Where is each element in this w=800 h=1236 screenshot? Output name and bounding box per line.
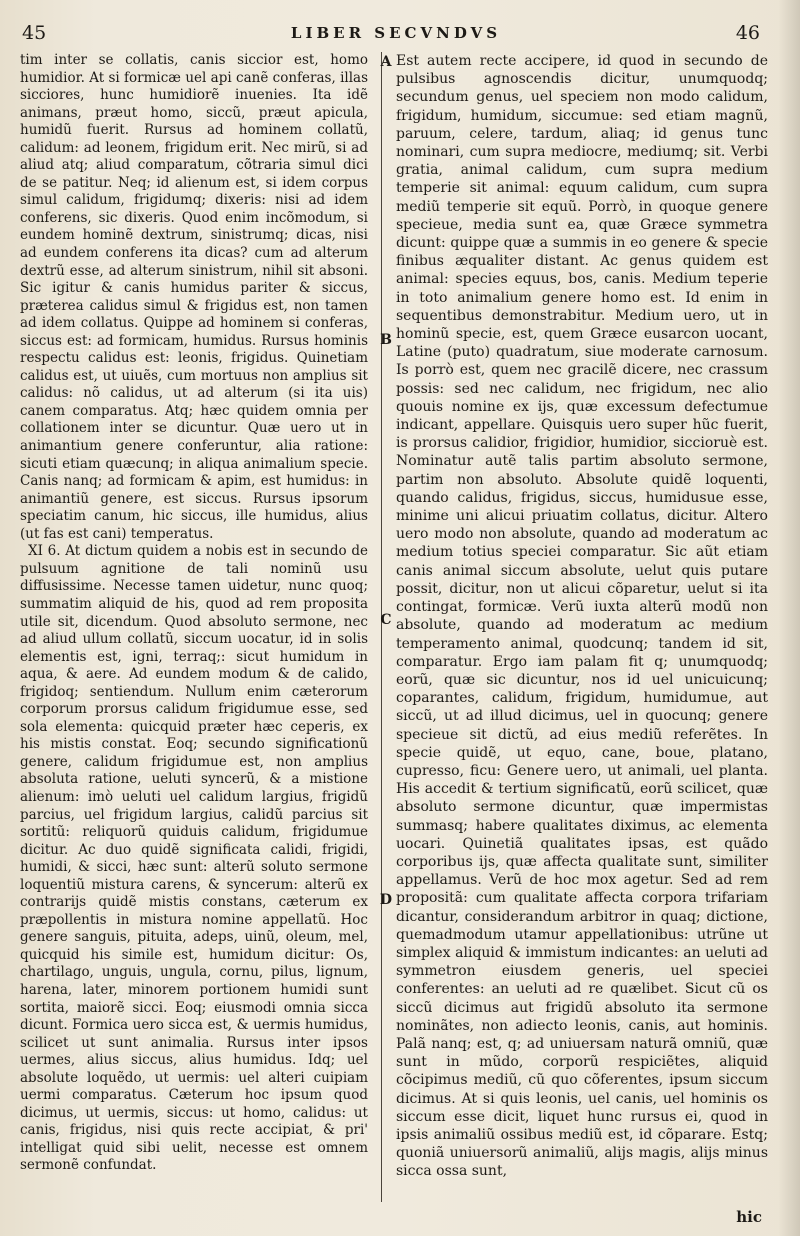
catchword: hic	[736, 1208, 762, 1226]
left-paragraph-2: XI 6. At dictum quidem a nobis est in secundo de pulsuum agnitione de tali nominũ usu diffusissime. Necesse tamen uidetur, nunc quoq; summatim aliquid de his, quod ad rem proposita utile sit, dicendum. Quod absoluto sermone, nec ad aliud ullum collatũ, siccum uocatur, id in solis elementis est, igni, terraq;: sicut humidum in aqua, & aere. Ad eundem modum & de calido, frigidoq; sentiendum. Nullum enim cæterorum corporum prorsus calidum frigidumue esse, sed sola elementa: quicquid præter hæc ceperis, ex his mistis constat. Eoq; secundo significationũ genere, calidum frigidumue est, non amplius absoluta ratione, ueluti syncerũ, & a mistione alienum: imò ueluti uel calidum largius, frigidũ parcius, uel frigidum largius, calidũ parcius sit sortitũ: reliquorũ quiduis calidum, frigidumue dicitur. Ac duo quidẽ significata calidi, frigidi, humidi, & sicci, hæc sunt: alterũ soluto sermone loquentiũ mistura carens, & syncerum: alterũ ex contrarijs quidẽ mistis constans, cæterum ex præpollentis in mistura nomine appellatũ. Hoc genere sanguis, pituita, adeps, uinũ, oleum, mel, quicquid his simile est, humidum dicitur: Os, chartilago, unguis, ungula, cornu, pilus, lignum, harena, later, minorem portionem humidi sunt sortita, maiorẽ sicci. Eoq; eiusmodi omnia sicca dicunt. Formica uero sicca est, & uermis humidus, scilicet ut sunt animalia. Rursus inter ipsos uermes, alius siccus, alius humidus. Idq; uel absolute loquẽdo, ut uermis: uel alteri cuipiam uermi comparatus. Cæterum hoc ipsum quod dicimus, ut uermis, siccus: ut homo, calidus: ut canis, frigidus, nisi quis recte accipiat, & pri' intelligat quid sibi uelit, necesse est omnem sermonẽ confundat.	[20, 543, 368, 1174]
left-paragraph-1: tim inter se collatis, canis siccior est, homo humidior. At si formicæ uel api canẽ conferas, illas sicciores, hunc humidiorẽ inuenies. Ita idẽ animans, præut homo, siccũ, præut apicula, humidũ fuerit. Rursus ad hominem collatũ, calidum: ad leonem, frigidum erit. Nec mirũ, si ad aliud atq; aliud comparatum, cõtraria simul dici de se patitur. Neq; id alienum est, si idem corpus simul calidum, frigidumq; dixeris: nisi ad idem conferens, sic dixeris. Quod enim incõmodum, si eundem hominẽ dextrum, sinistrumq; dicas, nisi ad eundem conferens ita dicas? cum ad alterum dextrũ esse, ad alterum sinistrum, nihil sit absoni. Sic igitur & canis humidus pariter & siccus, præterea calidus simul & frigidus est, non tamen ad idem collatus. Quippe ad hominem si conferas, siccus est: ad formicam, humidus. Rursus hominis respectu calidus est: leonis, frigidus. Quinetiam calidus est, ut uiuẽs, cum mortuus non amplius sit calidus: nõ calidus, ut ad alterum (si ita uis) canem comparatus. Atq; hæc quidem omnia per collationem inter se dicuntur. Quæ uero ut in animantium genere conferuntur, alia ratione: sicuti etiam quæcunq; in aliqua animalium specie. Canis nanq; ad formicam & apim, est humidus: in animantiũ genere, est siccus. Rursus ipsorum speciatim canum, hic siccus, ille humidus, alius (ut fas est cani) temperatus.	[20, 52, 368, 542]
folio-left: 45	[22, 22, 47, 44]
margin-letter-a: A	[380, 54, 392, 70]
right-paragraph-1: Est autem recte accipere, id quod in secundo de pulsibus agnoscendis dicitur, unumquodq; secundum genus, uel speciem non modo calidum, frigidum, humidum, siccumue: sed etiam magnũ, paruum, celere, tardum, aliaq; id genus tunc nominari, cum supra mediocre, mediumq; sit. Verbi gratia, animal calidum, cum supra medium temperie sit animal: equum calidum, cum supra mediũ temperie sit equũ. Porrò, in quoque genere specieue, media sunt ea, quæ Græce symmetra dicunt: quippe quæ a summis in eo genere & specie finibus æqualiter distant. Ac genus quidem est animal: species equus, bos, canis. Medium teperie in toto animalium genere homo est. Id enim in sequentibus demonstrabitur. Medium uero, ut in hominũ specie, est, quem Græce eusarcon uocant, Latine (puto) quadratum, siue moderate carnosum. Is porrò est, quem nec gracilẽ dicere, nec crassum possis: sed nec calidum, nec frigidum, nec alio quouis nomine ex ijs, quæ excessum defectumue indicant, appellare. Quisquis uero super hũc fuerit, is prorsus calidior, frigidior, humidior, siccioruè est. Nominatur autẽ talis partim absoluto sermone, partim non absoluto. Absolute quidẽ loquenti, quando calidus, frigidus, siccus, humidusue esse, minime uni alicui priuatim collatus, dicitur. Altero uero modo non absolute, quando ad moderatum ac medium totius speciei comparatur. Sic aũt etiam canis animal siccum absolute, uelut quis putare possit, dicitur, non ut alicui cõparetur, uelut si ita contingat, formicæ. Verũ iuxta alterũ modũ non absolute, quando ad moderatum ac medium temperamento animal, quodcunq; tandem id sit, comparatur. Ergo iam palam fit q; unumquodq; eorũ, quæ sic dicuntur, nos id uel unicuicunq; coparantes, calidum, frigidum, humidumue, aut siccũ, ut ad illud dicimus, uel in quocunq; genere specieue sit dictũ, ad eius mediũ referẽtes. In specie quidẽ, ut equo, cane, boue, platano, cupresso, ficu: Genere uero, ut animali, uel planta. His accedit & tertium significatũ, eorũ scilicet, quæ absoluto sermone dicuntur, quæ impermistas summasq; habere qualitates diximus, ac elementa uocari. Quinetiã qualitates ipsas, est quãdo corporibus ijs, quæ affecta qualitate sunt, similiter appellamus. Verũ de hoc mox agetur. Sed ad rem propositã: cum qualitate affecta corpora trifariam dicantur, considerandum arbitror in quaq; dictione, quemadmodum utamur appellationibus: utrũne ut simplex aliquid & immistum indicantes: an ueluti ad symmetron eiusdem generis, uel speciei conferentes: an ueluti ad re quælibet. Sicut cũ os siccũ dicimus aut frigidũ absoluto ita sermone nominãtes, non adiecto leonis, canis, aut hominis. Palã nanq; est, q; ad uniuersam naturã omniũ, quæ sunt in mũdo, corporũ respiciẽtes, aliquid cõcipimus mediũ, cũ quo cõferentes, ipsum siccum dicimus. At si quis leonis, uel canis, uel hominis os siccum esse dicit, liquet hunc rursus ei, quod in ipsis animaliũ ossibus mediũ est, id cõparare. Estq; quoniã uniuersorũ animaliũ, alijs magis, alijs minus sicca ossa sunt,	[396, 53, 768, 1180]
folio-right: 46	[735, 22, 760, 44]
left-column	[20, 52, 368, 1175]
margin-letter-c: C	[380, 612, 392, 628]
right-column	[396, 52, 768, 1181]
margin-letter-b: B	[380, 332, 392, 348]
page-edge-shadow	[778, 0, 800, 1236]
page-header	[22, 22, 770, 50]
margin-letter-d: D	[379, 892, 393, 908]
running-title: LIBER SECVNDVS	[290, 24, 502, 42]
